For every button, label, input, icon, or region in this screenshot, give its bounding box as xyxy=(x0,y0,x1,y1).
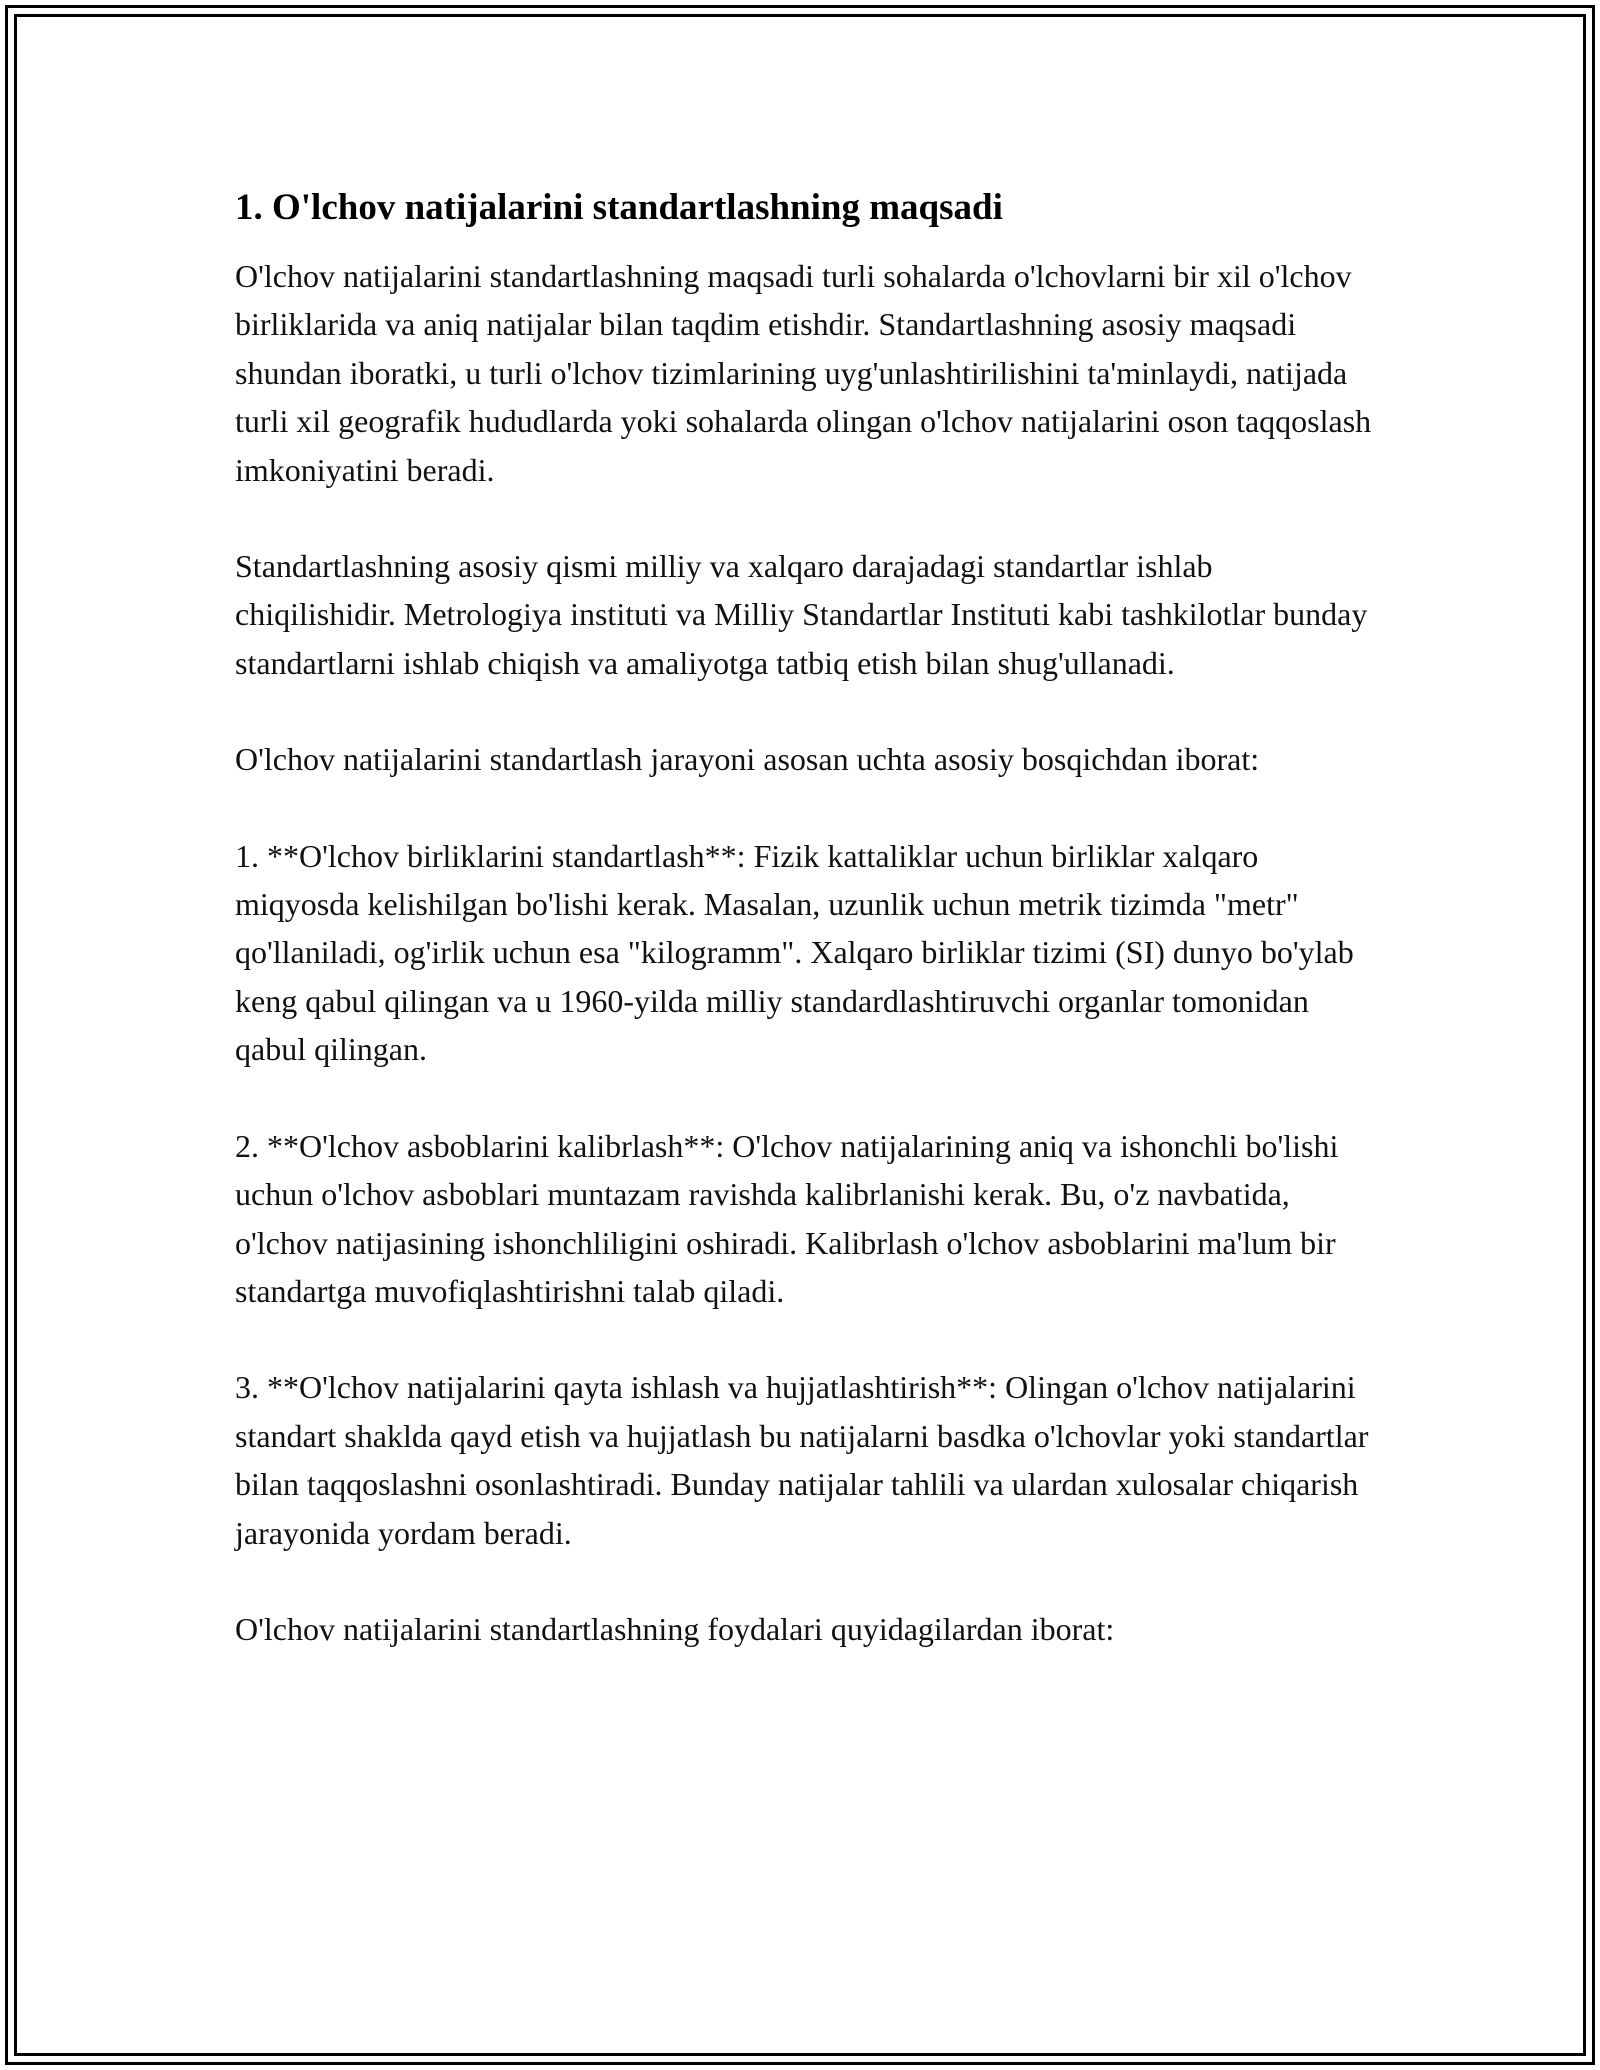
document-body xyxy=(235,184,1375,1701)
paragraph-intro: O'lchov natijalarini standartlashning maqsadi turli sohalarda o'lchovlarni bir xil o'lchov birliklarida va aniq natijalar bilan taqdim etishdir. Standartlashning asosiy maqsadi shundan iboratki, u turli o'lchov tizimlarining uyg'unlashtirilishini ta'minlaydi, natijada turli xil geografik hududlarda yoki sohalarda olingan o'lchov natijalarini oson taqqoslash imkoniyatini beradi. xyxy=(235,258,1372,488)
paragraph-standards: Standartlashning asosiy qismi milliy va xalqaro darajadagi standartlar ishlab chiqilishidir. Metrologiya instituti va Milliy Standartlar Instituti kabi tashkilotlar bunday standartlarni ishlab chiqish va amaliyotga tatbiq etish bilan shug'ullanadi. xyxy=(235,548,1368,681)
page-title: 1. O'lchov natijalarini standartlashning maqsadi xyxy=(235,187,1003,228)
list-item-units: 1. **O'lchov birliklarini standartlash**: Fizik kattaliklar uchun birliklar xalqaro miqyosda kelishilgan bo'lishi kerak. Masalan, uzunlik uchun metrik tizimda "metr" qo'llaniladi, og'irlik uchun esa "kilogramm". Xalqaro birliklar tizimi (SI) dunyo bo'ylab keng qabul qilingan va u 1960-yilda milliy standardlashtiruvchi organlar tomonidan qabul qilingan. xyxy=(235,837,1354,1068)
paragraph-process-intro: O'lchov natijalarini standartlash jarayoni asosan uchta asosiy bosqichdan iborat: xyxy=(235,741,1260,778)
list-item-documentation: 3. **O'lchov natijalarini qayta ishlash va hujjatlashtirish**: Olingan o'lchov natijalarini standart shaklda qayd etish va hujjatlash bu natijalarni basdka o'lchovlar yoki standartlar bilan taqqoslashni osonlashtiradi. Bunday natijalar tahlili va ulardan xulosalar chiqarish jarayonida yordam beradi. xyxy=(235,1369,1369,1551)
paragraph-benefits: O'lchov natijalarini standartlashning foydalari quyidagilardan iborat: xyxy=(235,1610,1115,1647)
list-item-calibration: 2. **O'lchov asboblarini kalibrlash**: O'lchov natijalarining aniq va ishonchli bo'lishi uchun o'lchov asboblari muntazam ravishda kalibrlanishi kerak. Bu, o'z navbatida, o'lchov natijasining ishonchliligini oshiradi. Kalibrlash o'lchov asboblarini ma'lum bir standartga muvofiqlashtirishni talab qiladi. xyxy=(235,1127,1339,1309)
